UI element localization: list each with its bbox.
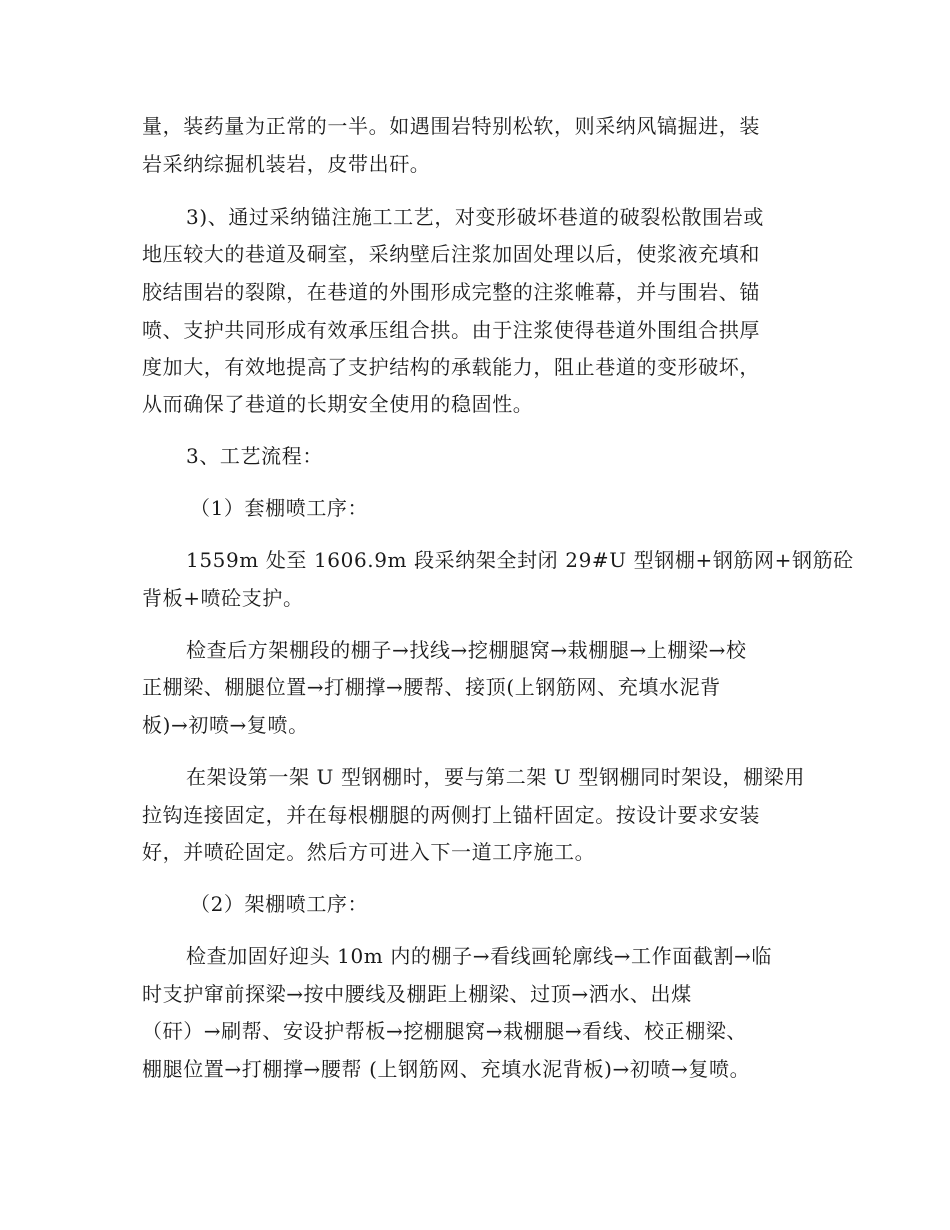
paragraph-line: 从而确保了巷道的长期安全使用的稳固性。 (142, 392, 534, 416)
paragraph-line: 度加大，有效地提高了支护结构的承载能力，阻止巷道的变形破坏， (142, 355, 760, 379)
section-heading: 3、工艺流程： (186, 444, 323, 468)
paragraph-line: （矸）→刷帮、安设护帮板→挖棚腿窝→栽棚腿→看线、校正棚梁、 (142, 1019, 748, 1043)
paragraph-line: 在架设第一架 U 型钢棚时，要与第二架 U 型钢棚同时架设，棚梁用 (186, 765, 805, 789)
paragraph-line: 背板+喷砼支护。 (142, 586, 304, 610)
paragraph-line: 1559m 处至 1606.9m 段采纳架全封闭 29#U 型钢棚+钢筋网+钢筋砼 (186, 548, 854, 572)
paragraph-line: 正棚梁、棚腿位置→打棚撑→腰帮、接顶(上钢筋网、充填水泥背 (142, 675, 721, 699)
paragraph-line: 检查加固好迎头 10m 内的棚子→看线画轮廓线→工作面截割→临 (186, 944, 773, 968)
paragraph-line: 胶结围岩的裂隙，在巷道的外围形成完整的注浆帷幕，并与围岩、锚 (142, 280, 760, 304)
paragraph-line: 地压较大的巷道及硐室，采纳壁后注浆加固处理以后，使浆液充填和 (142, 242, 760, 266)
paragraph-line: 板)→初喷→复喷。 (142, 713, 309, 737)
paragraph-line: 好，并喷砼固定。然后方可进入下一道工序施工。 (142, 840, 596, 864)
paragraph-line: 喷、支护共同形成有效承压组合拱。由于注浆使得巷道外围组合拱厚 (142, 318, 760, 342)
paragraph-line: 量，装药量为正常的一半。如遇围岩特别松软，则采纳风镐掘进，装 (142, 114, 760, 138)
paragraph-line: 3)、通过采纳锚注施工工艺，对变形破坏巷道的破裂松散围岩或 (186, 205, 764, 229)
paragraph-line: 时支护窜前探梁→按中腰线及棚距上棚梁、过顶→洒水、出煤 (142, 982, 692, 1006)
paragraph-line: 检查后方架棚段的棚子→找线→挖棚腿窝→栽棚腿→上棚梁→校 (186, 638, 747, 662)
paragraph-line: 拉钩连接固定，并在每根棚腿的两侧打上锚杆固定。按设计要求安装 (142, 803, 760, 827)
paragraph-line: 岩采纳综掘机装岩，皮带出矸。 (142, 152, 431, 176)
subsection-heading: （1）套棚喷工序： (190, 496, 369, 520)
paragraph-line: 棚腿位置→打棚撑→腰帮 (上钢筋网、充填水泥背板)→初喷→复喷。 (142, 1057, 751, 1081)
subsection-heading: （2）架棚喷工序： (190, 892, 369, 916)
